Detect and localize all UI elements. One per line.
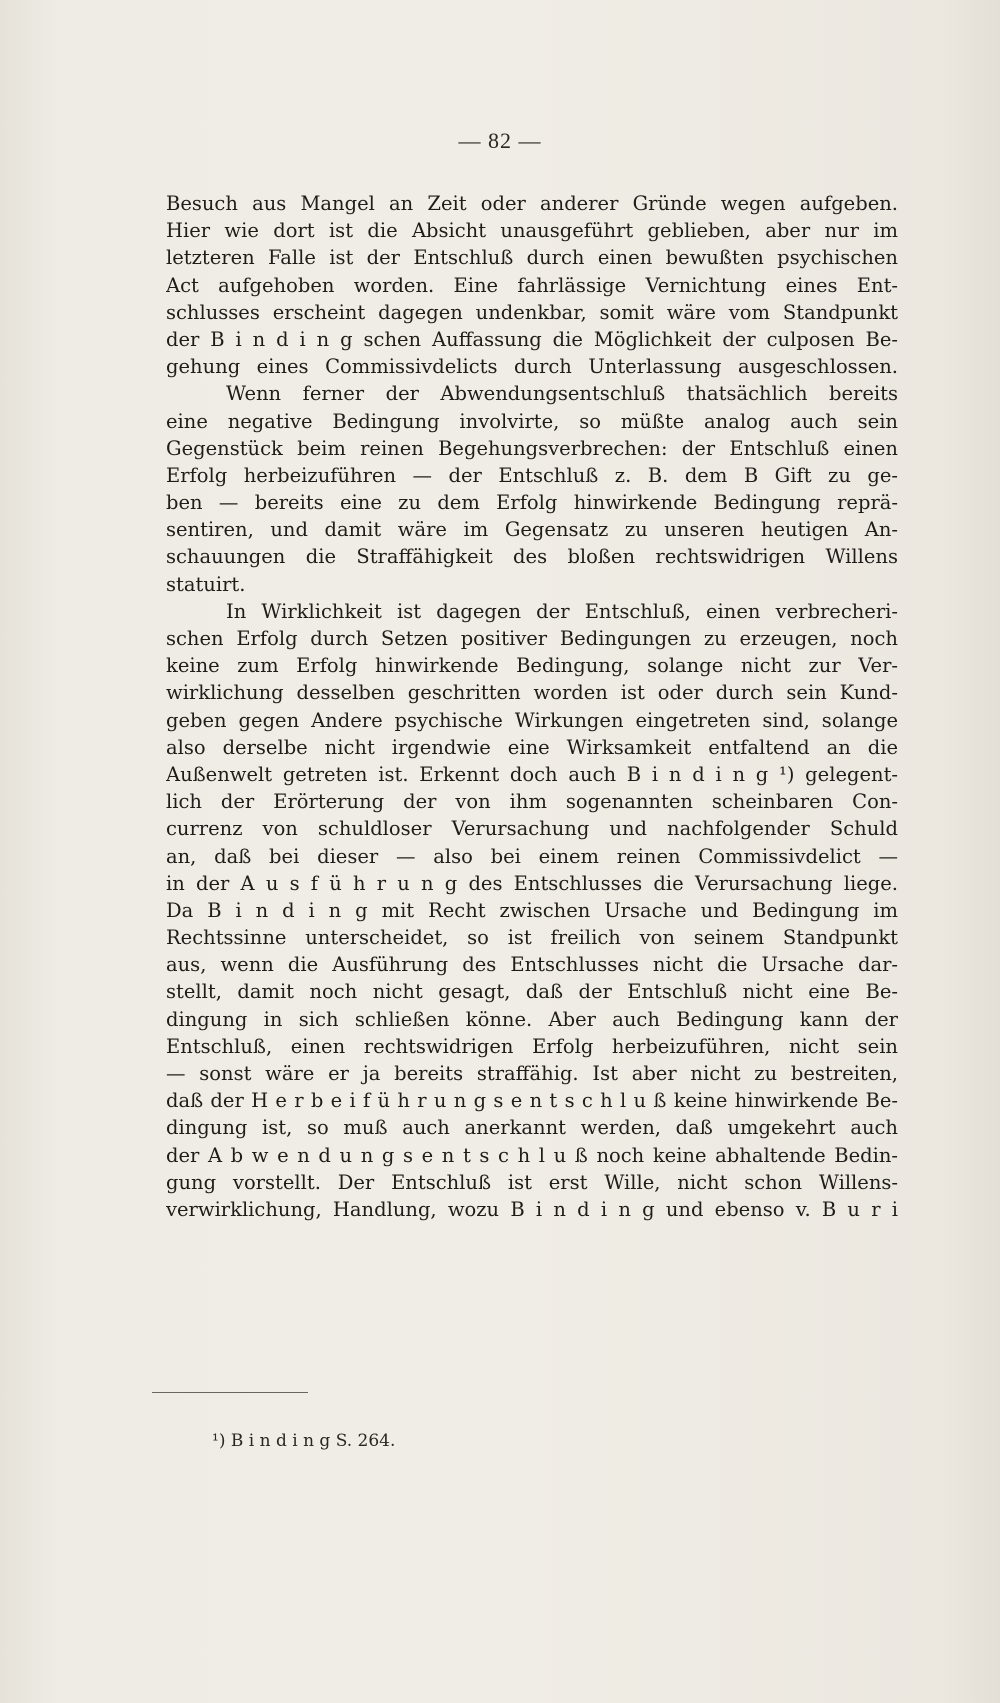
text-line: Wenn ferner der Abwendungsentschluß thatsächlich bereits bbox=[226, 382, 898, 406]
text-line: Da B i n d i n g mit Recht zwischen Ursache und Bedingung im bbox=[166, 898, 898, 922]
text-line: lich der Erörterung der von ihm sogenannten scheinbaren Con- bbox=[166, 790, 898, 814]
text-line: stellt, damit noch nicht gesagt, daß der Entschluß nicht eine Be- bbox=[166, 980, 898, 1004]
text-line: statuirt. bbox=[166, 572, 246, 596]
text-line: aus, wenn die Ausführung des Entschlusses nicht die Ursache dar- bbox=[166, 953, 898, 977]
text-line: schlusses erscheint dagegen undenkbar, somit wäre vom Standpunkt bbox=[166, 300, 898, 324]
footnote-divider bbox=[152, 1392, 308, 1393]
text-line: wirklichung desselben geschritten worden ist oder durch sein Kund- bbox=[166, 681, 898, 705]
text-line: schauungen die Straffähigkeit des bloßen rechtswidrigen Willens bbox=[166, 545, 898, 569]
text-line: Gegenstück beim reinen Begehungsverbrechen: der Entschluß einen bbox=[166, 436, 898, 460]
text-line: eine negative Bedingung involvirte, so müßte analog auch sein bbox=[166, 409, 898, 433]
footnote: ¹) B i n d i n g S. 264. bbox=[212, 1431, 396, 1451]
page-number: — 82 — bbox=[458, 128, 542, 153]
text-line: ben — bereits eine zu dem Erfolg hinwirkende Bedingung reprä- bbox=[166, 491, 898, 515]
text-line: — sonst wäre er ja bereits straffähig. Ist aber nicht zu bestreiten, bbox=[166, 1062, 898, 1085]
text-line: dingung in sich schließen könne. Aber auch Bedingung kann der bbox=[166, 1007, 898, 1031]
text-line: dingung ist, so muß auch anerkannt werden, daß umgekehrt auch bbox=[166, 1116, 898, 1140]
text-line: gehung eines Commissivdelicts durch Unterlassung ausgeschlossen. bbox=[166, 355, 898, 379]
text-line: In Wirklichkeit ist dagegen der Entschluß, einen verbrecheri- bbox=[226, 599, 898, 623]
text-line: gung vorstellt. Der Entschluß ist erst Wille, nicht schon Willens- bbox=[166, 1170, 898, 1194]
text-line: Erfolg herbeizuführen — der Entschluß z. B. dem B Gift zu ge- bbox=[166, 463, 898, 487]
text-line: sentiren, und damit wäre im Gegensatz zu unseren heutigen An- bbox=[166, 518, 898, 542]
text-line: Hier wie dort ist die Absicht unausgeführt geblieben, aber nur im bbox=[166, 219, 898, 243]
text-line: letzteren Falle ist der Entschluß durch einen bewußten psychischen bbox=[166, 246, 898, 270]
text-line: also derselbe nicht irgendwie eine Wirksamkeit entfaltend an die bbox=[166, 735, 898, 759]
text-line: in der A u s f ü h r u n g des Entschlusses die Verursachung liege. bbox=[166, 871, 898, 895]
text-line: Entschluß, einen rechtswidrigen Erfolg herbeizuführen, nicht sein bbox=[166, 1034, 898, 1058]
text-line: der B i n d i n g schen Auffassung die Möglichkeit der culposen Be- bbox=[166, 327, 898, 351]
body-text bbox=[166, 190, 898, 1223]
text-line: daß der H e r b e i f ü h r u n g s e n t s c h l u ß keine hinwirkende Be- bbox=[166, 1089, 898, 1113]
text-line: Act aufgehoben worden. Eine fahrlässige Vernichtung eines Ent- bbox=[166, 273, 898, 297]
text-line: schen Erfolg durch Setzen positiver Bedingungen zu erzeugen, noch bbox=[166, 627, 898, 650]
text-line: geben gegen Andere psychische Wirkungen eingetreten sind, solange bbox=[166, 708, 898, 732]
text-line: an, daß bei dieser — also bei einem reinen Commissivdelict — bbox=[166, 844, 898, 868]
text-line: currenz von schuldloser Verursachung und nachfolgender Schuld bbox=[166, 817, 898, 841]
text-line: keine zum Erfolg hinwirkende Bedingung, solange nicht zur Ver- bbox=[166, 654, 898, 678]
text-line: der A b w e n d u n g s e n t s c h l u ß noch keine abhaltende Bedin- bbox=[166, 1143, 898, 1167]
text-line: Besuch aus Mangel an Zeit oder anderer Gründe wegen aufgeben. bbox=[166, 192, 898, 215]
text-line: Rechtssinne unterscheidet, so ist freilich von seinem Standpunkt bbox=[166, 926, 898, 950]
text-line: Außenwelt getreten ist. Erkennt doch auch B i n d i n g ¹) gelegent- bbox=[166, 762, 898, 786]
text-line: verwirklichung, Handlung, wozu B i n d i n g und ebenso v. B u r i bbox=[166, 1197, 898, 1221]
